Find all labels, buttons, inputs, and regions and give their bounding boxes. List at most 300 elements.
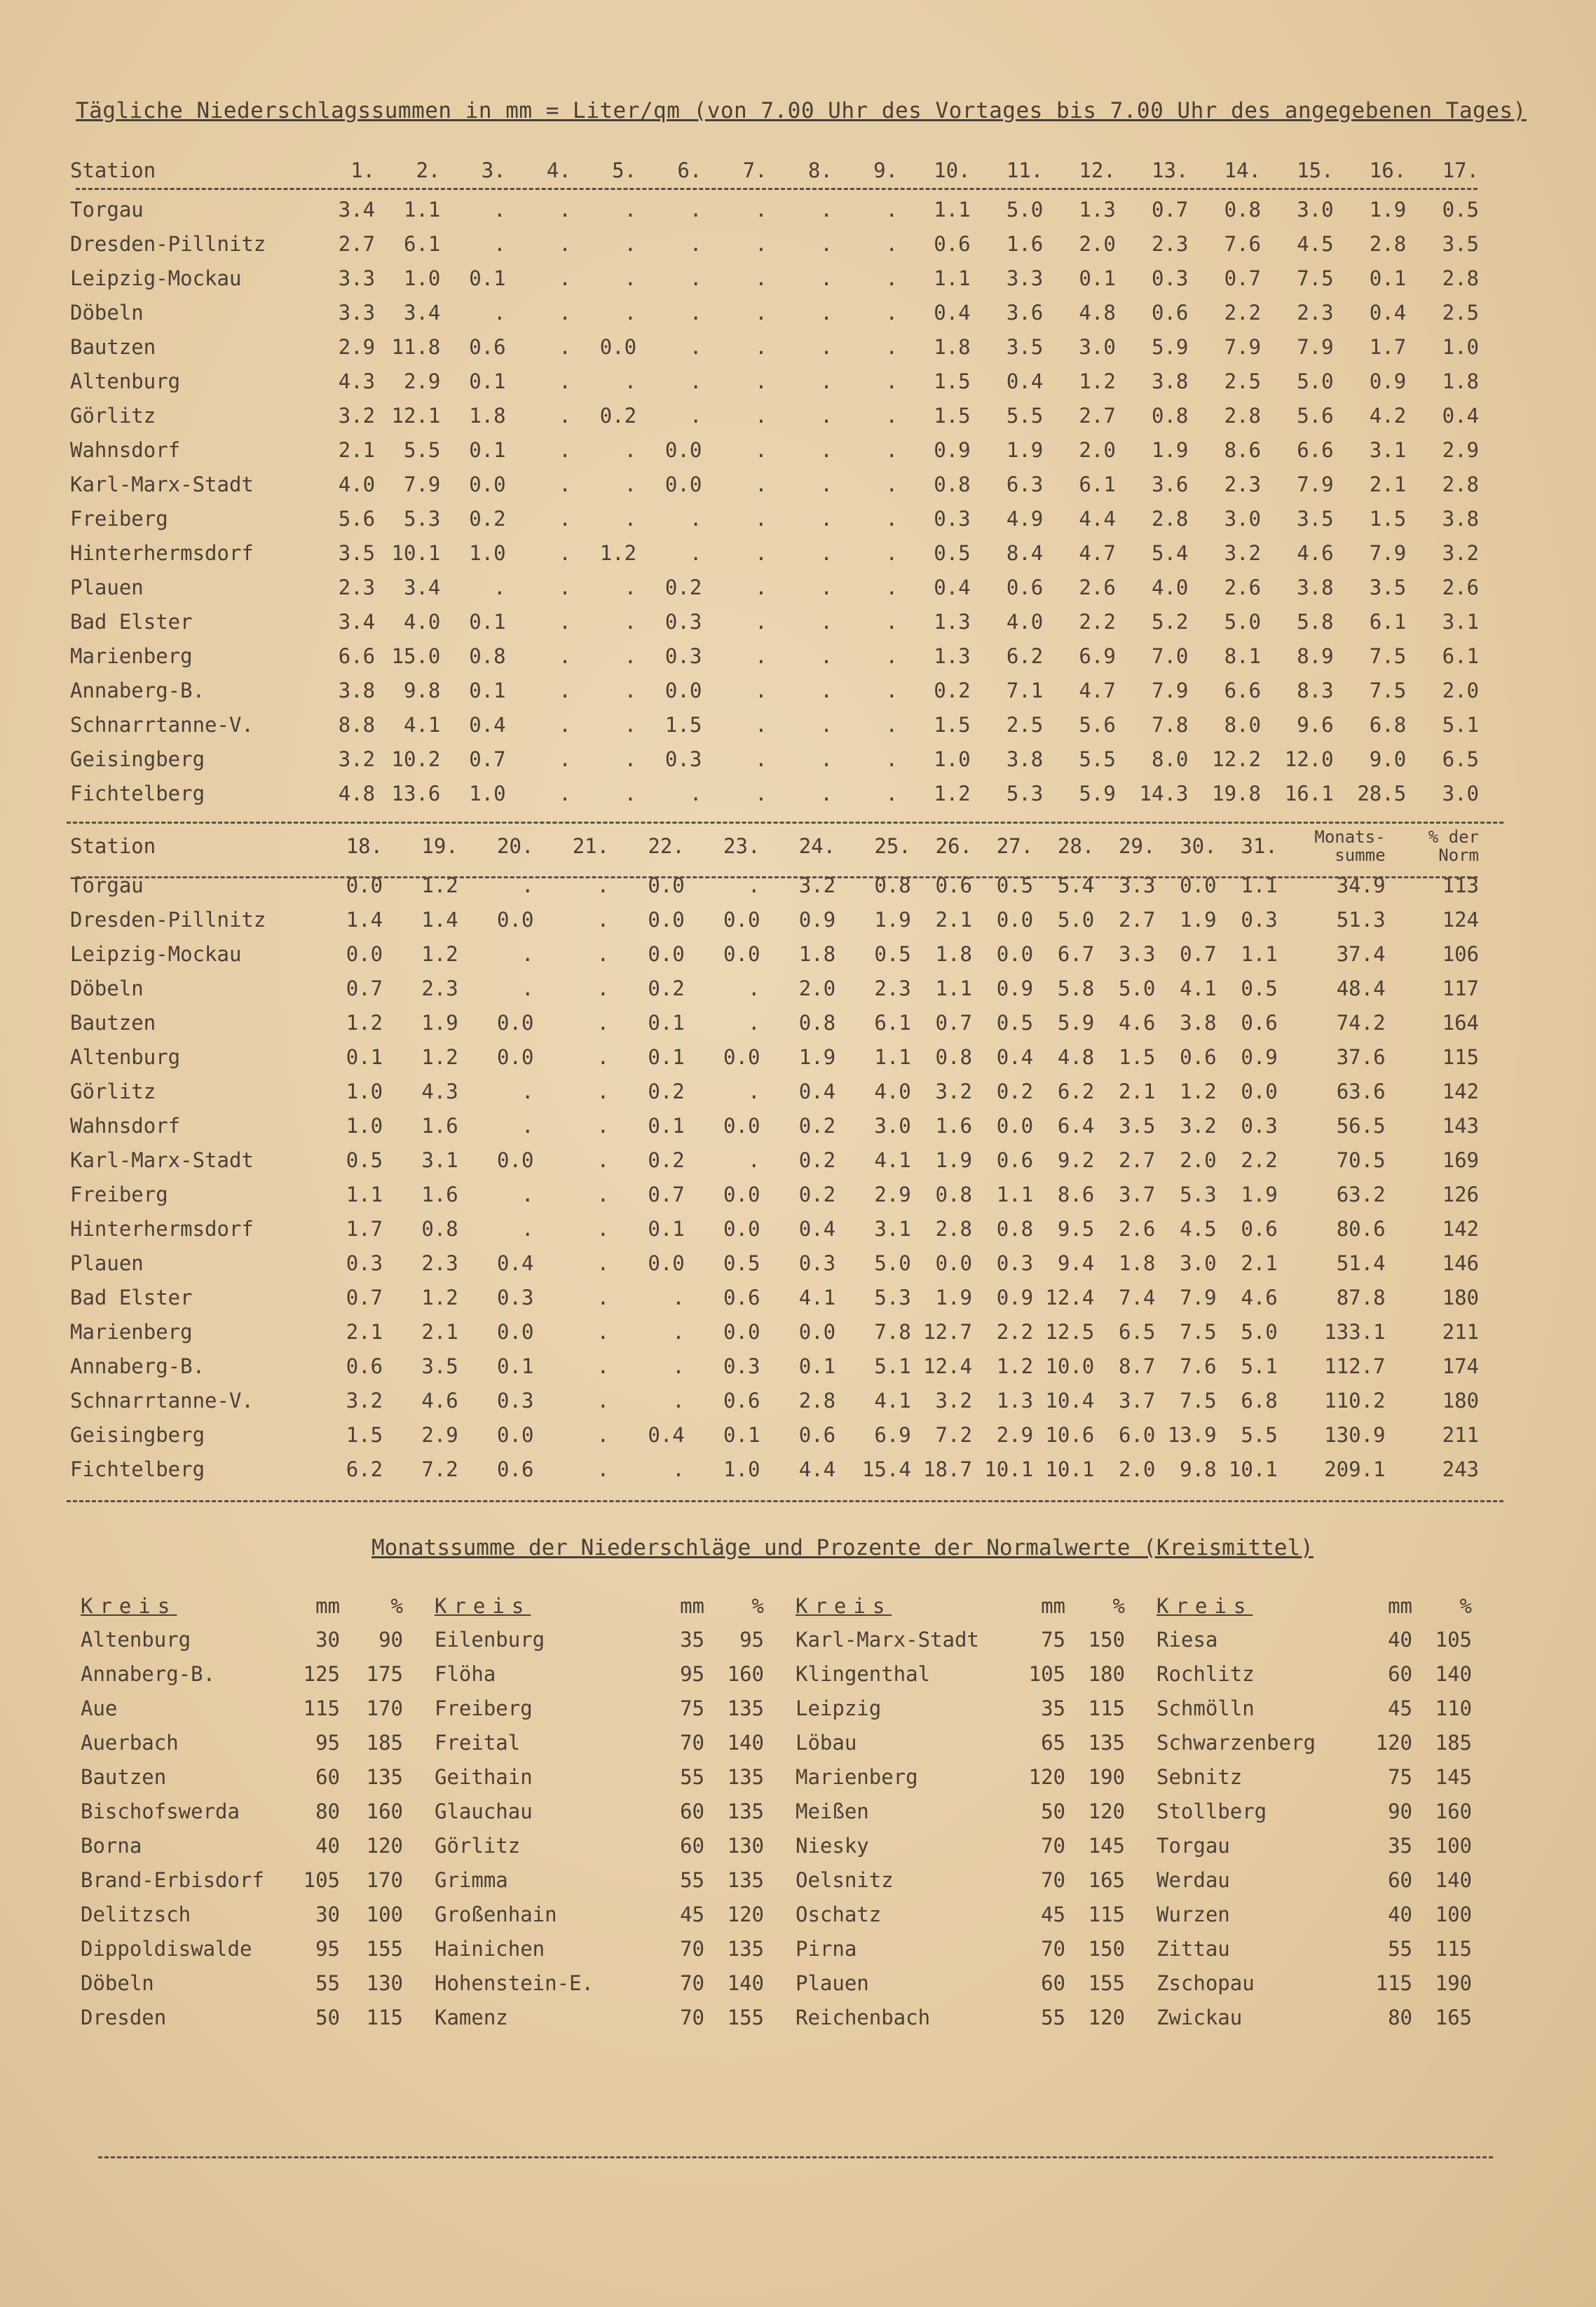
precip-value: 3.2 [346, 1388, 383, 1413]
precip-value: 2.9 [874, 1182, 911, 1206]
precip-value: 8.8 [338, 712, 376, 737]
station-name: Döbeln [70, 300, 144, 325]
day-header: 16. [1369, 158, 1407, 182]
precip-value: 0.2 [648, 1079, 685, 1103]
kreis-percent-value: 165 [1435, 2005, 1472, 2029]
precip-value: . [885, 472, 899, 496]
precip-value: 1.4 [346, 907, 383, 932]
precip-value: . [689, 300, 702, 325]
precip-value: . [521, 976, 534, 1000]
precip-value: . [624, 678, 637, 702]
kreis-percent-value: 120 [1088, 1799, 1125, 1823]
precip-value: 4.3 [338, 369, 376, 393]
precip-value: 0.4 [1006, 369, 1044, 393]
precip-value: . [559, 403, 571, 428]
kreis-percent-value: 190 [1435, 1971, 1472, 1995]
precip-value: 4.6 [1297, 540, 1334, 565]
precip-value: 0.9 [996, 1285, 1034, 1309]
percent-column-header: % [751, 1594, 764, 1618]
kreis-percent-value: 100 [1435, 1833, 1472, 1858]
precip-value: 0.8 [996, 1216, 1034, 1241]
table-row [70, 364, 1479, 398]
precip-value: 0.0 [664, 472, 702, 496]
kreis-name: Görlitz [435, 1833, 521, 1858]
precip-value: 0.5 [996, 1010, 1034, 1035]
precip-value: 3.2 [1224, 540, 1261, 565]
monthly-sum-value: 37.6 [1336, 1044, 1386, 1069]
precip-value: 0.2 [798, 1148, 836, 1172]
kreis-percent-value: 115 [366, 2005, 403, 2029]
station-name: Dresden-Pillnitz [70, 231, 266, 256]
precip-value: 3.2 [935, 1388, 972, 1413]
precip-value: 2.1 [1369, 472, 1407, 496]
precip-value: . [624, 300, 637, 325]
monthly-sum-value: 110.2 [1324, 1388, 1386, 1413]
kreis-name: Freital [435, 1730, 521, 1755]
day-header: 23. [723, 834, 761, 858]
precip-value: 8.0 [1152, 747, 1189, 771]
precip-value: 0.0 [497, 1044, 534, 1069]
column-gap [403, 1897, 435, 1931]
precip-value: . [820, 712, 833, 737]
precip-value: 5.3 [874, 1285, 911, 1309]
precip-value: . [559, 369, 571, 393]
kreis-percent-value: 140 [727, 1730, 764, 1755]
precip-value: . [755, 334, 768, 359]
precip-value: 1.3 [934, 609, 971, 634]
precip-value: 2.3 [421, 1251, 458, 1275]
precip-value: 4.3 [421, 1079, 458, 1103]
precip-value: 0.6 [469, 334, 506, 359]
kreis-percent-value: 180 [1088, 1661, 1125, 1686]
precip-value: . [755, 369, 768, 393]
precip-value: 10.4 [1045, 1388, 1095, 1413]
column-gap [403, 1760, 435, 1794]
precip-value: 3.6 [1152, 472, 1189, 496]
precip-value: . [521, 1113, 534, 1138]
precip-value: 1.0 [1442, 334, 1479, 359]
precip-value: 1.2 [934, 781, 971, 805]
station-name: Annaberg-B. [70, 1354, 205, 1378]
precip-value: 1.3 [934, 644, 971, 668]
page-title: Tägliche Niederschlagssummen in mm = Liter/qm (von 7.00 Uhr des Vortages bis 7.00 Uhr des angegebenen Tages) [76, 98, 1527, 123]
station-name: Marienberg [70, 644, 193, 668]
precip-value: 2.3 [1297, 300, 1334, 325]
kreis-name: Döbeln [81, 1971, 154, 1995]
kreis-mm-value: 60 [315, 1764, 340, 1789]
precip-value: 0.2 [648, 976, 685, 1000]
precip-value: 0.0 [798, 1319, 836, 1344]
precip-value: 0.1 [648, 1044, 685, 1069]
kreis-name: Karl-Marx-Stadt [796, 1627, 979, 1652]
precip-value: 0.3 [346, 1251, 383, 1275]
kreis-percent-value: 120 [366, 1833, 403, 1858]
column-gap [764, 2000, 796, 2034]
norm-percent-value: 113 [1442, 873, 1479, 897]
precip-value: 4.8 [338, 781, 376, 805]
precip-value: 1.5 [934, 403, 971, 428]
precip-value: 1.8 [1119, 1251, 1156, 1275]
kreis-mm-value: 45 [1388, 1696, 1412, 1720]
precip-value: . [755, 678, 768, 702]
precip-value: 2.8 [1442, 472, 1479, 496]
precip-value: 0.8 [934, 472, 971, 496]
precip-value: . [885, 747, 899, 771]
precip-value: . [820, 781, 833, 805]
kreis-mm-value: 105 [303, 1867, 340, 1892]
precip-value: 0.2 [469, 506, 506, 531]
divider-line [67, 822, 1503, 824]
precip-value: 3.5 [1119, 1113, 1156, 1138]
kreis-header-label: Kreis [1157, 1594, 1253, 1618]
kreis-name: Dresden [81, 2005, 167, 2029]
precip-value: 6.2 [1006, 644, 1044, 668]
precip-value: 4.4 [1079, 506, 1116, 531]
precip-value: 18.7 [923, 1457, 972, 1481]
precip-value: 0.6 [798, 1422, 836, 1447]
precip-value: . [885, 678, 899, 702]
precip-value: 1.9 [421, 1010, 458, 1035]
precip-value: . [689, 334, 702, 359]
precip-value: 0.0 [996, 907, 1034, 932]
precip-value: 1.0 [346, 1079, 383, 1103]
precip-value: 6.3 [1006, 472, 1044, 496]
kreis-mm-value: 70 [1041, 1936, 1065, 1961]
precip-value: . [672, 1285, 685, 1309]
precip-value: 1.2 [346, 1010, 383, 1035]
precip-value: 0.0 [497, 907, 534, 932]
table-row [70, 1040, 1479, 1074]
norm-percent-value: 164 [1442, 1010, 1479, 1035]
kreis-percent-value: 150 [1088, 1627, 1125, 1652]
precip-value: 3.3 [1119, 941, 1156, 966]
precip-value: 0.8 [935, 1044, 972, 1069]
precip-value: . [559, 266, 571, 290]
precip-value: 7.9 [1224, 334, 1261, 359]
precip-value: 0.2 [798, 1113, 836, 1138]
precip-value: 3.1 [874, 1216, 911, 1241]
day-header: 2. [416, 158, 441, 182]
table-row [81, 1760, 1472, 1794]
precip-value: . [885, 609, 899, 634]
monthly-sum-value: 74.2 [1336, 1010, 1386, 1035]
precip-value: . [521, 1079, 534, 1103]
kreis-mm-value: 60 [1041, 1971, 1065, 1995]
precip-value: . [885, 266, 899, 290]
precip-value: . [755, 437, 768, 462]
precip-value: 2.3 [421, 976, 458, 1000]
precip-value: 12.1 [391, 403, 441, 428]
precip-value: 8.4 [1006, 540, 1044, 565]
station-name: Altenburg [70, 1044, 181, 1069]
precip-value: 0.0 [996, 941, 1034, 966]
precip-value: 7.6 [1224, 231, 1261, 256]
precip-value: 4.6 [1241, 1285, 1278, 1309]
precip-value: 5.4 [1152, 540, 1189, 565]
norm-percent-header [1386, 824, 1479, 868]
monthly-sum-value: 112.7 [1324, 1354, 1386, 1378]
precip-value: . [596, 941, 610, 966]
precip-value: . [820, 403, 833, 428]
precip-value: 13.9 [1167, 1422, 1217, 1447]
day-header: 10. [934, 158, 971, 182]
monthly-sum-value: 48.4 [1336, 976, 1386, 1000]
column-gap [1125, 1590, 1157, 1622]
table-row [70, 1211, 1479, 1246]
kreis-percent-value: 135 [727, 1696, 764, 1720]
precip-value: 2.1 [421, 1319, 458, 1344]
precip-value: 7.0 [1152, 644, 1189, 668]
column-gap [764, 1794, 796, 1828]
precip-value: 0.3 [996, 1251, 1034, 1275]
precip-value: 6.1 [874, 1010, 911, 1035]
table-row [70, 1108, 1479, 1143]
precip-value: 5.5 [1079, 747, 1116, 771]
norm-percent-value: 180 [1442, 1388, 1479, 1413]
percent-column-header: % [390, 1594, 403, 1618]
station-name: Schnarrtanne-V. [70, 712, 254, 737]
precip-value: . [885, 506, 899, 531]
precip-value: 3.4 [338, 197, 376, 222]
section-title-kreis: Monatssumme der Niederschläge und Prozente der Normalwerte (Kreismittel) [371, 1535, 1314, 1560]
precip-value: . [747, 1148, 761, 1172]
kreis-mm-value: 30 [315, 1627, 340, 1652]
day-header: 19. [421, 834, 458, 858]
precip-value: 2.8 [1442, 266, 1479, 290]
table-row [70, 868, 1479, 902]
precip-value: 0.3 [497, 1388, 534, 1413]
table-row [70, 433, 1479, 467]
precip-value: 4.8 [1057, 1044, 1095, 1069]
precip-value: 3.2 [1180, 1113, 1217, 1138]
precip-value: 12.7 [923, 1319, 972, 1344]
precip-value: 2.6 [1079, 575, 1116, 599]
precip-value: . [596, 1251, 610, 1275]
precip-value: 0.5 [1442, 197, 1479, 222]
day-header: 1. [350, 158, 376, 182]
precip-value: 5.3 [1180, 1182, 1217, 1206]
precip-value: 6.9 [1079, 644, 1116, 668]
column-gap [403, 1828, 435, 1863]
kreis-name: Glauchau [435, 1799, 533, 1823]
precip-value: 3.2 [935, 1079, 972, 1103]
table-row [70, 1314, 1479, 1349]
precip-value: 0.4 [934, 300, 971, 325]
kreis-mm-value: 35 [1388, 1833, 1412, 1858]
precip-value: 4.0 [1006, 609, 1044, 634]
precip-value: . [624, 472, 637, 496]
precip-value: . [820, 609, 833, 634]
kreis-name: Zwickau [1157, 2005, 1243, 2029]
column-gap [1125, 1897, 1157, 1931]
precip-value: . [596, 1388, 610, 1413]
kreis-mm-value: 105 [1028, 1661, 1065, 1686]
monthly-sum-label-1: Monats- [1314, 827, 1386, 847]
day-header: 3. [481, 158, 506, 182]
norm-percent-value: 211 [1442, 1319, 1479, 1344]
kreis-percent-value: 145 [1088, 1833, 1125, 1858]
kreis-name: Werdau [1157, 1867, 1230, 1892]
precip-value: 0.7 [935, 1010, 972, 1035]
kreis-percent-value: 155 [727, 2005, 764, 2029]
precip-value: . [755, 712, 768, 737]
kreis-name: Schwarzenberg [1157, 1730, 1316, 1755]
precip-value: 5.0 [1297, 369, 1334, 393]
precip-value: 0.0 [723, 941, 761, 966]
precip-value: 1.5 [346, 1422, 383, 1447]
station-name: Wahnsdorf [70, 1113, 181, 1138]
precip-value: . [747, 1010, 761, 1035]
station-name: Marienberg [70, 1319, 193, 1344]
precip-value: 3.0 [874, 1113, 911, 1138]
precip-value: . [747, 976, 761, 1000]
monthly-sum-label-2: summe [1335, 845, 1386, 865]
precip-value: 4.6 [1119, 1010, 1156, 1035]
column-gap [764, 1760, 796, 1794]
kreis-mm-value: 80 [1388, 2005, 1412, 2029]
table-row [70, 1452, 1479, 1486]
table-row [70, 1280, 1479, 1314]
column-gap [764, 1897, 796, 1931]
kreis-mm-value: 50 [315, 2005, 340, 2029]
precip-value: 2.9 [996, 1422, 1034, 1447]
kreis-percent-value: 130 [727, 1833, 764, 1858]
precip-value: 6.8 [1369, 712, 1407, 737]
precip-value: 0.1 [648, 1113, 685, 1138]
precip-value: 9.0 [1369, 747, 1407, 771]
table-row [70, 536, 1479, 570]
column-gap [764, 1931, 796, 1966]
precip-value: 0.1 [723, 1422, 761, 1447]
precip-value: 3.8 [338, 678, 376, 702]
station-name: Leipzig-Mockau [70, 941, 242, 966]
station-name: Görlitz [70, 403, 156, 428]
precip-value: 0.0 [497, 1010, 534, 1035]
precip-value: 4.8 [1079, 300, 1116, 325]
precip-value: . [885, 231, 899, 256]
precip-value: 2.2 [1079, 609, 1116, 634]
precip-value: 2.3 [338, 575, 376, 599]
precip-value: 2.7 [338, 231, 376, 256]
precip-value: 6.9 [874, 1422, 911, 1447]
day-header: 7. [742, 158, 768, 182]
station-name: Bautzen [70, 334, 156, 359]
precip-value: 3.0 [1297, 197, 1334, 222]
kreis-header-label: Kreis [435, 1594, 531, 1618]
precip-value: . [521, 1216, 534, 1241]
precip-value: 0.4 [1369, 300, 1407, 325]
table-row [70, 501, 1479, 536]
table-row [70, 902, 1479, 937]
precip-value: . [755, 540, 768, 565]
precip-value: . [624, 609, 637, 634]
precip-value: . [559, 231, 571, 256]
precip-value: . [885, 540, 899, 565]
monthly-sum-value: 51.3 [1336, 907, 1386, 932]
precip-value: 0.2 [996, 1079, 1034, 1103]
kreis-percent-value: 160 [1435, 1799, 1472, 1823]
station-name: Altenburg [70, 369, 181, 393]
column-gap [764, 1622, 796, 1656]
kreis-percent-value: 145 [1435, 1764, 1472, 1789]
kreis-mm-value: 95 [315, 1730, 340, 1755]
kreis-mm-value: 90 [1388, 1799, 1412, 1823]
kreis-name: Kamenz [435, 2005, 508, 2029]
precip-value: 2.3 [1152, 231, 1189, 256]
precip-value: 7.4 [1119, 1285, 1156, 1309]
precip-value: 9.6 [1297, 712, 1334, 737]
precip-value: 1.8 [798, 941, 836, 966]
precip-value: 7.1 [1006, 678, 1044, 702]
kreis-mm-value: 70 [680, 1936, 704, 1961]
precip-value: 9.5 [1057, 1216, 1095, 1241]
norm-percent-value: 146 [1442, 1251, 1479, 1275]
precip-value: . [672, 1388, 685, 1413]
precip-value: . [689, 231, 702, 256]
day-header: 14. [1224, 158, 1261, 182]
precip-value: 6.1 [403, 231, 441, 256]
precip-value: 0.2 [648, 1148, 685, 1172]
monthly-sum-value: 87.8 [1336, 1285, 1386, 1309]
kreis-mm-value: 70 [1041, 1833, 1065, 1858]
precip-value: 1.0 [934, 747, 971, 771]
norm-percent-value: 142 [1442, 1216, 1479, 1241]
precip-value: . [596, 1010, 610, 1035]
kreis-mm-value: 50 [1041, 1799, 1065, 1823]
kreis-name: Geithain [435, 1764, 533, 1789]
day-header: 22. [648, 834, 685, 858]
precip-value: 6.6 [338, 644, 376, 668]
precip-value: 0.0 [497, 1422, 534, 1447]
precip-value: . [672, 1354, 685, 1378]
table-row [70, 261, 1479, 295]
precip-value: 7.9 [1369, 540, 1407, 565]
kreis-name: Wurzen [1157, 1902, 1230, 1926]
kreis-name: Niesky [796, 1833, 869, 1858]
kreis-header-label: Kreis [796, 1594, 892, 1618]
precip-value: 3.1 [1369, 437, 1407, 462]
precip-value: . [885, 575, 899, 599]
precip-value: 0.1 [469, 437, 506, 462]
precip-value: . [820, 678, 833, 702]
precip-value: 0.3 [1241, 907, 1278, 932]
precip-value: . [559, 644, 571, 668]
precip-value: 3.7 [1119, 1388, 1156, 1413]
precip-value: 3.8 [1006, 747, 1044, 771]
precip-value: 12.4 [1045, 1285, 1095, 1309]
precip-value: 1.2 [1180, 1079, 1217, 1103]
precip-value: 0.3 [723, 1354, 761, 1378]
precip-value: 5.1 [874, 1354, 911, 1378]
kreis-percent-value: 185 [366, 1730, 403, 1755]
station-name: Döbeln [70, 976, 144, 1000]
precip-value: 2.0 [1180, 1148, 1217, 1172]
precip-value: 2.5 [1442, 300, 1479, 325]
precip-value: . [596, 907, 610, 932]
precip-value: 1.3 [1079, 197, 1116, 222]
precip-value: 1.1 [934, 197, 971, 222]
kreis-name: Schmölln [1157, 1696, 1255, 1720]
table-row [70, 673, 1479, 707]
precip-value: . [624, 437, 637, 462]
precip-value: 3.3 [1006, 266, 1044, 290]
precip-value: 3.8 [1152, 369, 1189, 393]
precip-value: 0.1 [469, 369, 506, 393]
precip-value: 1.7 [1369, 334, 1407, 359]
precip-value: 0.6 [934, 231, 971, 256]
precip-value: 0.3 [1152, 266, 1189, 290]
kreis-percent-value: 170 [366, 1696, 403, 1720]
